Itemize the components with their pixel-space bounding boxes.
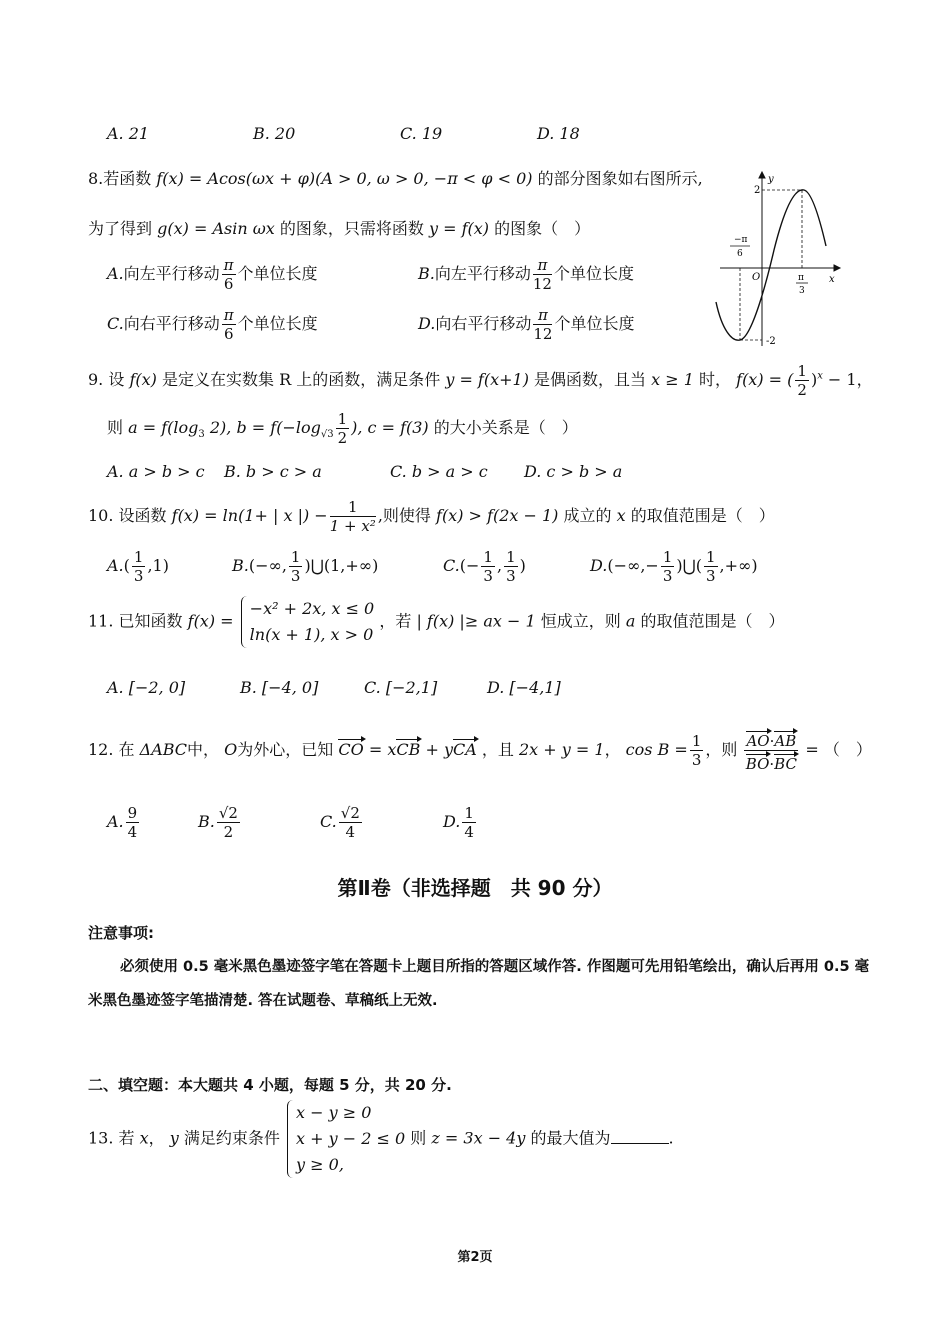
q10-line: 10. 设函数 f(x) = ln(1+ | x |) − $\frac{1}{\text{1 + x²}}$ ,则使得 f(x) > f(2x − 1) 成立的 x 的取值范围是（ ）: [88, 498, 775, 535]
q9-option-a: A. a > b > c: [107, 462, 205, 481]
q8-option-d: D.向右平行移动 $\frac{\pi}{12}$ 个单位长度: [418, 306, 635, 343]
section-2-title: 第Ⅱ卷（非选择题 共 90 分）: [337, 876, 613, 900]
q9-option-c: C. b > a > c: [390, 462, 488, 481]
q12-option-c: C. $\frac{√2}{4}$: [320, 804, 360, 841]
graph-xright-num: π: [798, 273, 804, 283]
graph-xright-den: 3: [799, 286, 805, 296]
q12-option-d: D. $\frac{1}{4}$: [443, 804, 474, 841]
q11-line: 11. 已知函数 f(x) = −x² + 2x, x ≤ 0 ln(x + 1), x > 0 ，若 | f(x) |≥ ax − 1 恒成立，则 a 的取值范围是（ ）: [88, 596, 785, 648]
graph-ymin-label: -2: [766, 336, 776, 347]
graph-xleft-den: 6: [737, 249, 743, 259]
q7-option-d: D. 18: [537, 124, 580, 143]
graph-origin: O: [752, 272, 761, 283]
q11-option-c: C. [−2,1]: [364, 678, 438, 697]
notes-body: 必须使用 0.5 毫米黑色墨迹签字笔在答题卡上题目所指的答题区域作答. 作图题可先用铅笔绘出，确认后再用 0.5 毫米黑色墨迹签字笔描清楚. 答在试题卷、草稿纸上无效.: [88, 959, 870, 1009]
q8-option-c: C.向右平行移动 $\frac{\pi}{6}$ 个单位长度: [107, 306, 318, 343]
q11-option-b: B. [−4, 0]: [240, 678, 319, 697]
q12-line: 12. 在 ΔABC中， O为外心，已知 CO = xCB + yCA ，且 2x + y = 1， cos B = $\frac{1}{3}$ ，则 $\frac{AO\cdot AB}{BO\cdot BC}$ = （ ）: [88, 732, 872, 773]
q9-line2: 则 $a = f(\log_3$ 2), $b = f(-\log_{√3}$ $\frac{1}{2}$ ), c = f(3) 的大小关系是（ ）: [107, 410, 578, 447]
graph-curve: [716, 190, 826, 340]
q10-option-a: A.( $\frac{1}{3}$ ,1): [107, 548, 169, 585]
page-footer: 第2页: [457, 1250, 493, 1265]
q8-line1: 8.若函数 f(x) = Acos(ωx + φ)(A > 0, ω > 0, −π < φ < 0) 的部分图象如右图所示,: [88, 169, 703, 188]
q7-option-a: A. 21: [107, 124, 150, 143]
q13-constraints: x − y ≥ 0 x + y − 2 ≤ 0 y ≥ 0,: [287, 1100, 405, 1178]
graph-x-label: x: [829, 274, 835, 285]
q11-piecewise: −x² + 2x, x ≤ 0 ln(x + 1), x > 0: [241, 596, 375, 648]
q11-option-a: A. [−2, 0]: [107, 678, 186, 697]
notes-heading: 注意事项:: [88, 924, 154, 942]
q7-option-b: B. 20: [253, 124, 296, 143]
q13-line: 13. 若 x， y 满足约束条件 x − y ≥ 0 x + y − 2 ≤ 0 y ≥ 0, 则 z = 3x − 4y 的最大值为 .: [88, 1100, 674, 1178]
q12-option-b: B. $\frac{√2}{2}$: [198, 804, 238, 841]
q8-option-b: B.向左平行移动 $\frac{\pi}{12}$ 个单位长度: [418, 256, 634, 293]
q9-option-b: B. b > c > a: [224, 462, 322, 481]
q10-option-c: C.(− $\frac{1}{3}$ , $\frac{1}{3}$ ): [443, 548, 526, 585]
graph-ymax-label: 2: [754, 185, 761, 196]
graph-xleft-num: −π: [734, 235, 748, 245]
q7-option-c: C. 19: [400, 124, 443, 143]
q8-option-a: A.向左平行移动 $\frac{\pi}{6}$ 个单位长度: [107, 256, 318, 293]
q9-option-d: D. c > b > a: [524, 462, 623, 481]
graph-x-arrow: [834, 265, 840, 271]
q8-cosine-graph: [712, 170, 842, 350]
graph-y-arrow: [759, 172, 765, 178]
q11-option-d: D. [−4,1]: [487, 678, 561, 697]
q13-answer-blank[interactable]: [611, 1129, 669, 1144]
graph-y-label: y: [768, 174, 774, 185]
q12-option-a: A. $\frac{9}{4}$: [107, 804, 138, 841]
q8-line2: 为了得到 g(x) = Asin ωx 的图象，只需将函数 y = f(x) 的图象（ ）: [88, 219, 591, 238]
q10-option-d: D.(−∞,− $\frac{1}{3}$ )⋃( $\frac{1}{3}$ ,+∞): [590, 548, 758, 585]
fill-in-heading: 二、填空题：本大题共 4 小题，每题 5 分，共 20 分.: [88, 1076, 452, 1094]
q9-line1: 9. 设 f(x) 是定义在实数集 R 上的函数，满足条件 y = f(x+1) 是偶函数，且当 x ≥ 1 时， f(x) = ( $\frac{1}{2}$ )$^x$ − 1，: [88, 362, 873, 399]
q10-option-b: B.(−∞, $\frac{1}{3}$ )⋃(1,+∞): [232, 548, 379, 585]
